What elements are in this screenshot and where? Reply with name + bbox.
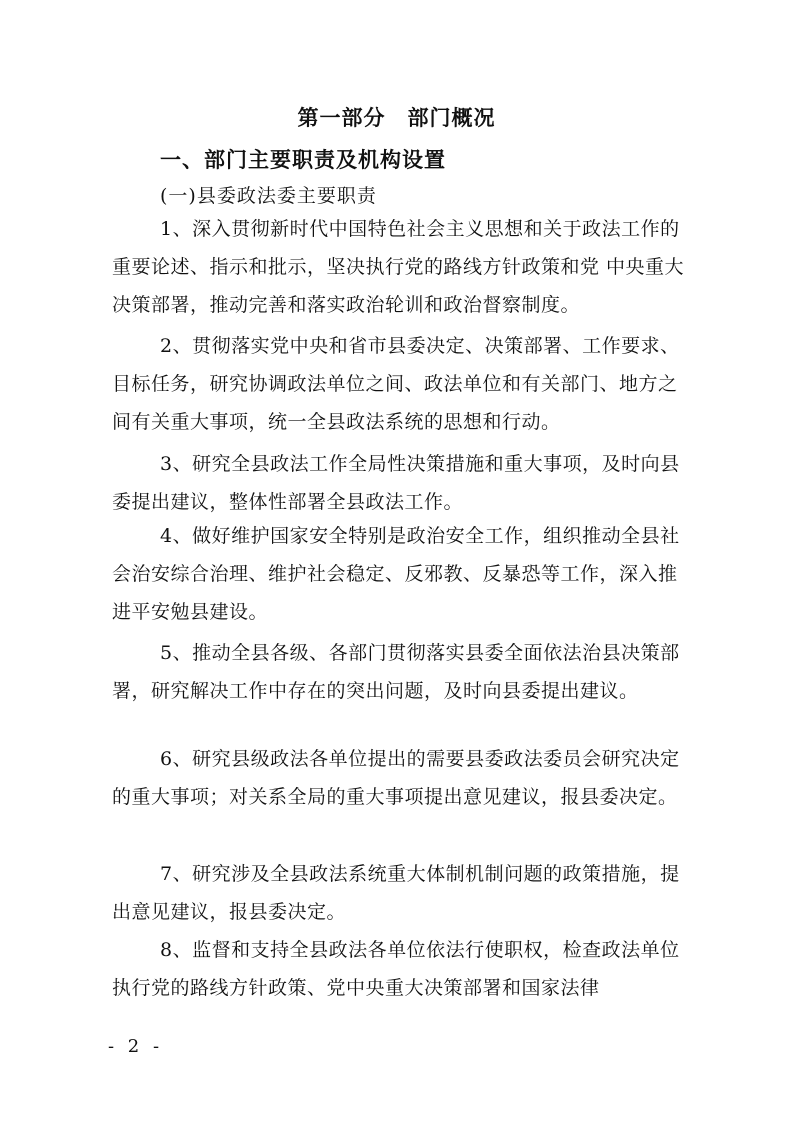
duty-paragraph-2: 2、贯彻落实党中央和省市县委决定、决策部署、工作要求、目标任务，研究协调政法单位之间、政法单位和有关部门、地方之间有关重大事项，统一全县政法系统的思想和行动。 — [112, 335, 680, 433]
duty-paragraph-4: 4、做好维护国家安全特别是政治安全工作，组织推动全县社会治安综合治理、维护社会稳定、反邪教、反暴恐等工作，深入推进平安勉县建设。 — [112, 525, 680, 623]
duty-paragraph-5: 5、推动全县各级、各部门贯彻落实县委全面依法治县决策部署，研究解决工作中存在的突出问题，及时向县委提出建议。 — [112, 642, 680, 702]
duty-paragraph-6: 6、研究县级政法各单位提出的需要县委政法委员会研究决定的重大事项；对关系全局的重大事项提出意见建议，报县委决定。 — [112, 748, 680, 808]
section-heading: 一、部门主要职责及机构设置 — [160, 147, 446, 172]
subheading: (一)县委政法委主要职责 — [160, 185, 377, 207]
duty-paragraph-8: 8、监督和支持全县政法各单位依法行使职权，检查政法单位执行党的路线方针政策、党中央重大决策部署和国家法律 — [112, 939, 680, 999]
duty-paragraph-7: 7、研究涉及全县政法系统重大体制机制问题的政策措施，提出意见建议，报县委决定。 — [112, 863, 680, 923]
page-title: 第一部分 部门概况 — [297, 105, 496, 130]
duty-paragraph-1: 1、深入贯彻新时代中国特色社会主义思想和关于政法工作的重要论述、指示和批示，坚决执行党的路线方针政策和党 中央重大决策部署，推动完善和落实政治轮训和政治督察制度。 — [112, 218, 685, 316]
duty-paragraph-3: 3、研究全县政法工作全局性决策措施和重大事项，及时向县委提出建议，整体性部署全县政法工作。 — [112, 453, 680, 513]
page-number: - 2 - — [108, 1036, 164, 1057]
